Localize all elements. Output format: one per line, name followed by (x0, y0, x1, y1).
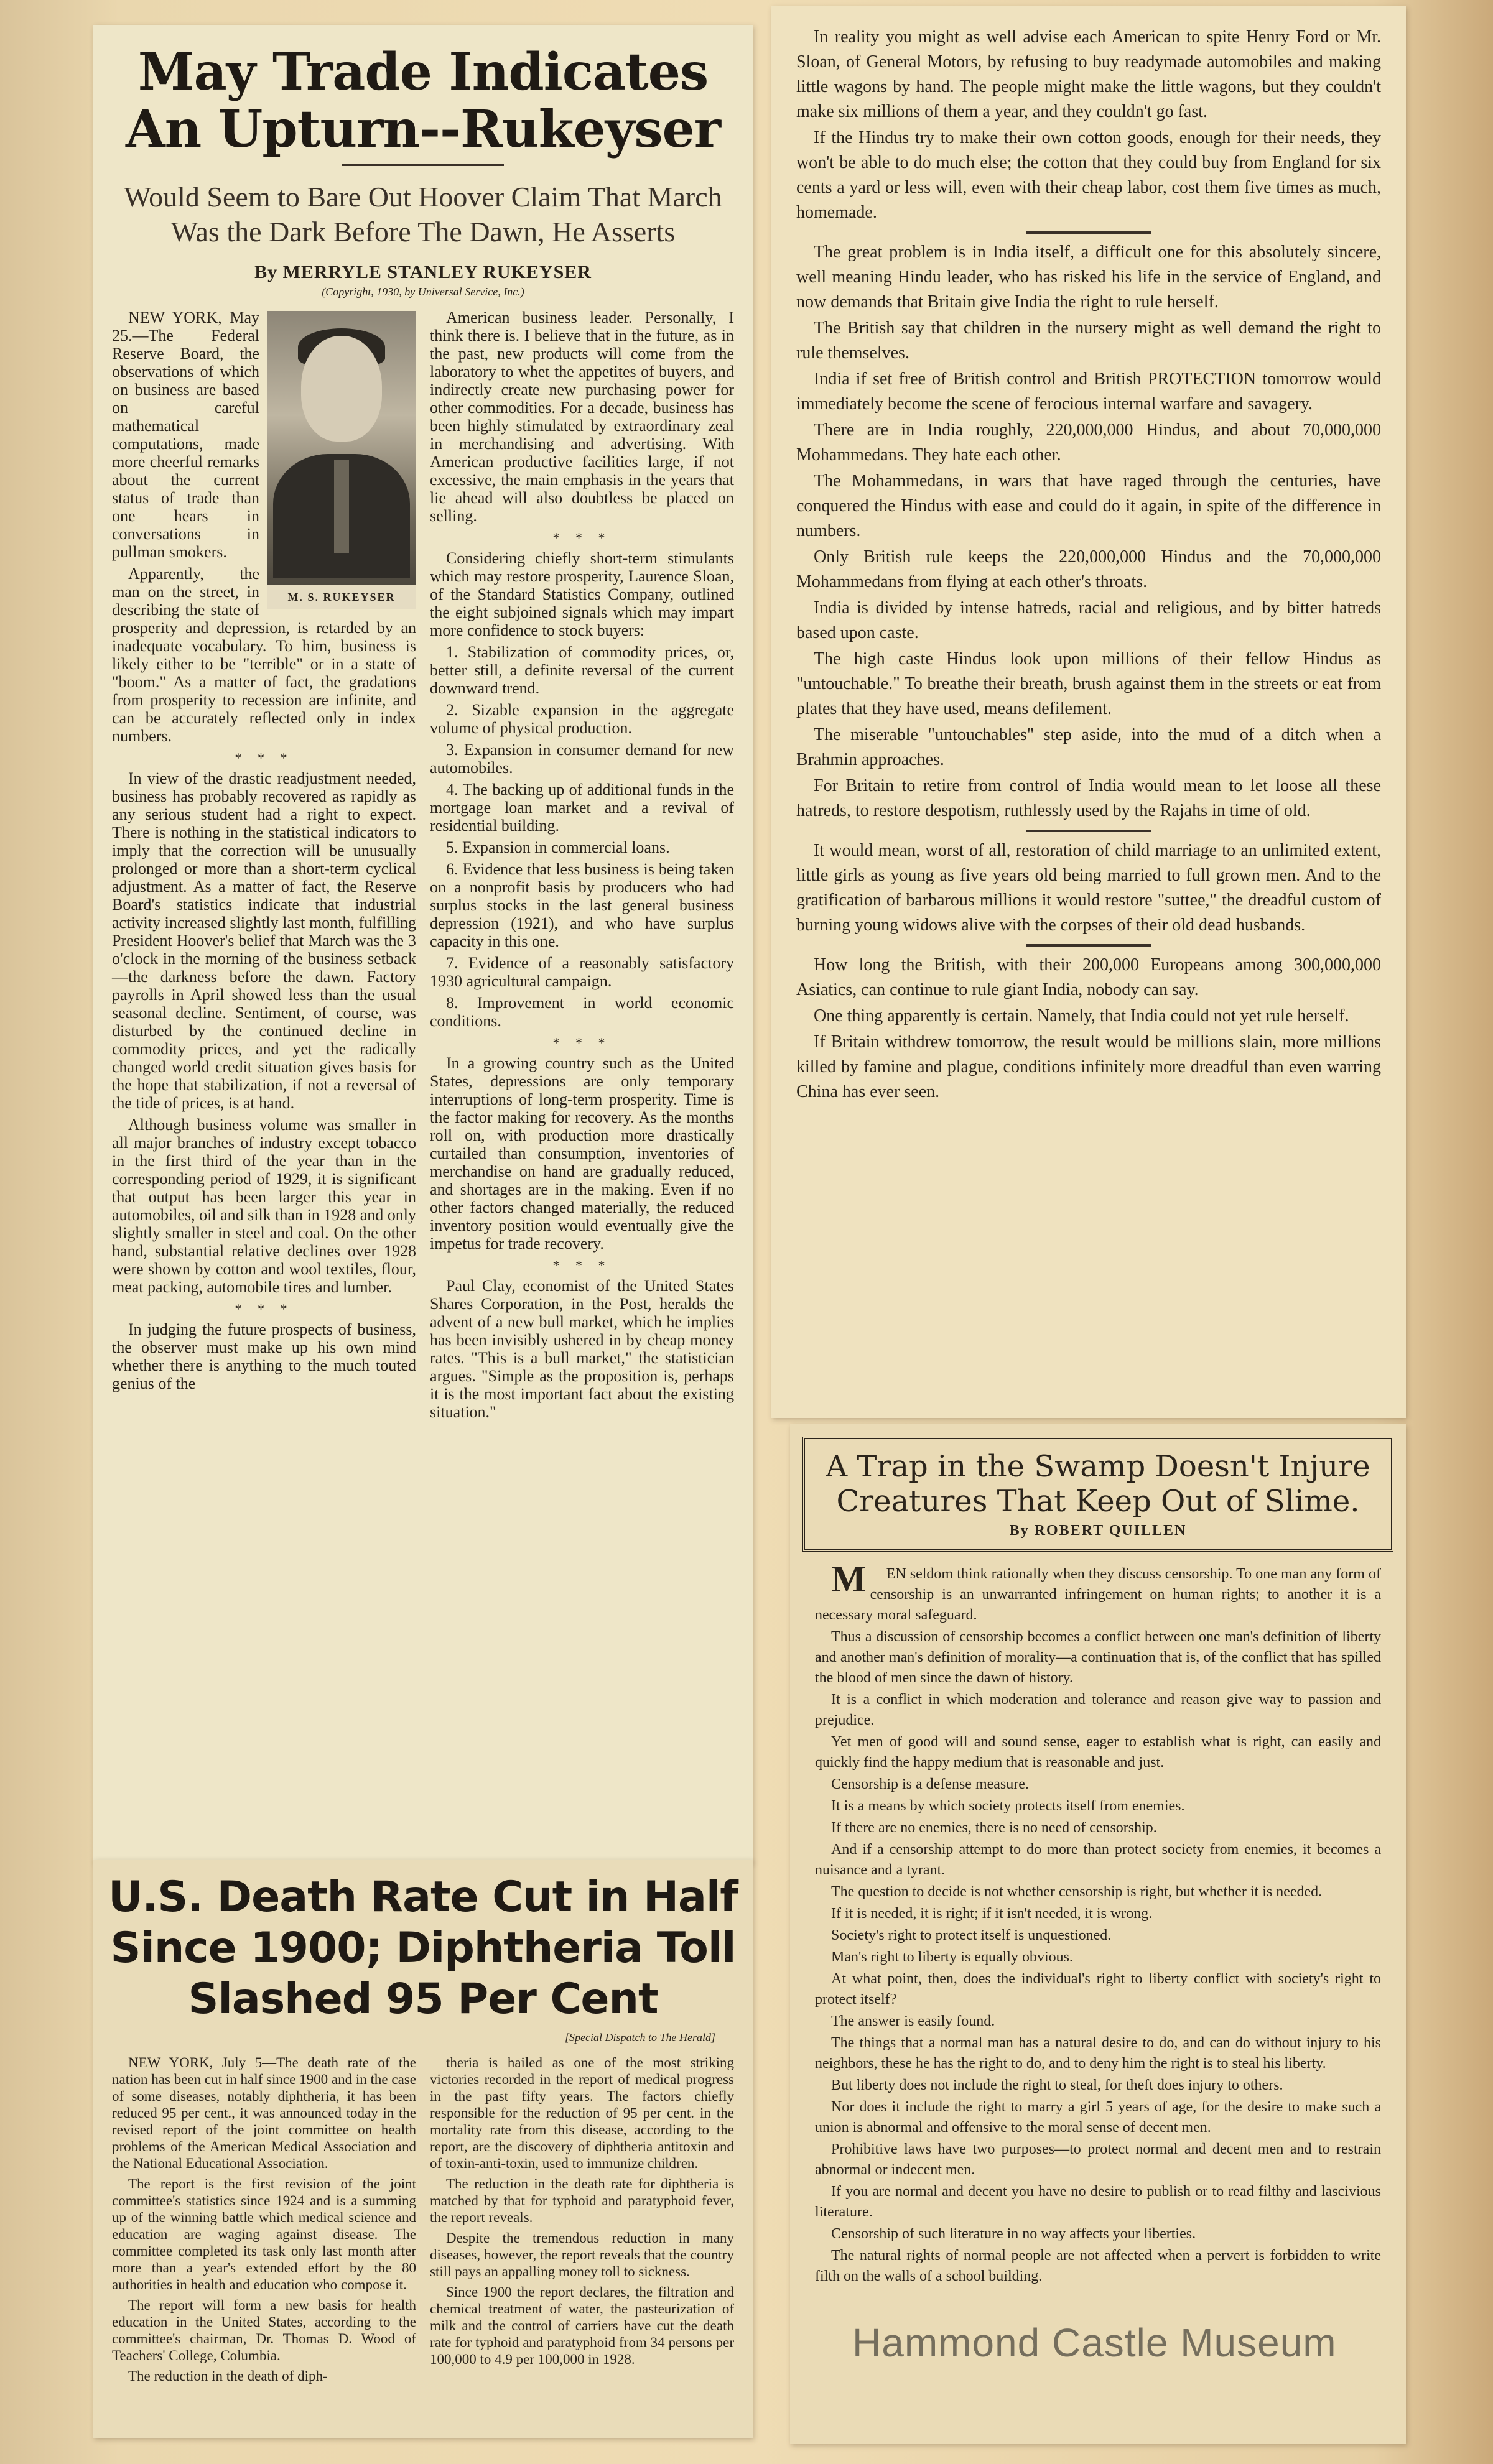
trap-paragraph: If you are normal and decent you have no desire to publish or to read filthy and lascivious literature. (815, 2184, 1381, 2220)
signal-item: 5. Expansion in commercial loans. (446, 838, 670, 856)
trap-paragraph: The answer is easily found. (831, 2013, 995, 2029)
rukeyser-col-1 (112, 308, 416, 1425)
death-paragraph: NEW YORK, July 5—The death rate of the nation has been cut in half since 1900 and in the case of some diseases, notably diphtheria, it has been reduced 95 per cent., it was announced today in the revised report of the joint committee on health problems of the American Medical Association and the National Educational Association. (112, 2055, 416, 2171)
trap-paragraph: Prohibitive laws have two purposes—to protect normal and decent men and to restrain abnormal or indecent men. (815, 2141, 1381, 2178)
trap-paragraph: Thus a discussion of censorship becomes a conflict between one man's definition of liberty and another man's definition of morality—a continuation that is, of the conflict that has spilled the blood of men since the dawn of history. (815, 1629, 1381, 1686)
signal-item: 4. The backing up of additional funds in the mortgage loan market and a revival of residential building. (430, 780, 734, 835)
rukeyser-byline: By MERRYLE STANLEY RUKEYSER (254, 262, 592, 282)
india-paragraph: The Mohammedans, in wars that have raged through the centuries, have conquered the Hindus with ease and could do it again, in spite of the difference in numbers. (796, 471, 1381, 540)
death-paragraph: theria is hailed as one of the most striking victories recorded in the report of medical progress in the past fifty years. The factors chiefly responsible for the reduction of 95 per cent. in the mortality rate from this disease, according to the report, are the discovery of diphtheria antitoxin and of toxin-anti-toxin, used to immunize children. (430, 2055, 734, 2171)
trap-paragraph: The natural rights of normal people are not affected when a pervert is forbidden to write filth on the walls of a school building. (815, 2248, 1381, 2284)
india-paragraph: India if set free of British control and British PROTECTION tomorrow would immediately become the scene of ferocious internal warfare and savagery. (796, 369, 1381, 414)
rukeyser-paragraph: In judging the future prospects of business, the observer must make up his own mind whether there is anything to the much touted genius of the (112, 1320, 416, 1392)
section-rule (1026, 830, 1151, 832)
section-divider: * * * (235, 750, 294, 766)
section-divider: * * * (552, 1257, 612, 1273)
rukeyser-paragraph: In a growing country such as the United States, depressions are only temporary interruptions of long-term prosperity. Time is the factor making for recovery. As the months roll on, with production more drastically curtailed than consumption, inventories of merchandise on hand are gradually reduced, and shortages are in the making. Even if no other factors changed materially, the reduced inventory position would eventually give the impetus for trade recovery. (430, 1054, 734, 1253)
india-clipping (771, 6, 1406, 1418)
signal-item: 7. Evidence of a reasonably satisfactory 1930 agricultural campaign. (430, 954, 734, 990)
trap-paragraph: If there are no enemies, there is no need of censorship. (831, 1820, 1157, 1836)
trap-paragraph: Yet men of good will and sound sense, eager to establish what is right, can easily and quickly find the happy medium that is reasonable and just. (815, 1734, 1381, 1771)
india-paragraph: It would mean, worst of all, restoration of child marriage to an unlimited extent, little girls as young as five years old being married to full grown men. And to the gratification of barbarous millions it would restore "suttee," the dreadful custom of burning young widows alive with the corpses of their old dead husbands. (796, 841, 1381, 935)
india-paragraph: If the Hindus try to make their own cotton goods, enough for their needs, they won't be able to do much else; the cotton that they could buy from England for six cents a yard or less will, even with their cheap labor, cost them five times as much, homemade. (796, 128, 1381, 222)
portrait-caption: M. S. RUKEYSER (267, 585, 416, 609)
trap-header-box (802, 1437, 1393, 1552)
india-paragraph: India is divided by intense hatreds, racial and religious, and by bitter hatreds based upon caste. (796, 598, 1381, 642)
signal-item: 3. Expansion in consumer demand for new automobiles. (430, 741, 734, 777)
india-paragraph: In reality you might as well advise each American to spite Henry Ford or Mr. Sloan, of General Motors, by refusing to buy readymade automobiles and making little wagons by hand. The people might make the little wagons, but they couldn't make six millions of them a year, and they couldn't go fast. (796, 27, 1381, 121)
rukeyser-deck: Would Seem to Bare Out Hoover Claim That March Was the Dark Before The Dawn, He Asserts (124, 181, 722, 248)
rukeyser-paragraph: Apparently, the man on the street, in describing the state of prosperity and depression, is retarded by an inadequate vocabulary. To him, business is likely either to be "terrible" or in a state of "boom." As a matter of fact, the gradations from prosperity to recession are infinite, and can be accurately reflected only in index numbers. (112, 565, 416, 745)
trap-byline: By ROBERT QUILLEN (1009, 1522, 1187, 1539)
headline-rule (342, 164, 504, 166)
india-paragraph: For Britain to retire from control of India would mean to let loose all these hatreds, to restore despotism, ruthlessly used by the Rajahs in time of old. (796, 776, 1381, 820)
rukeyser-paragraph: Considering chiefly short-term stimulants which may restore prosperity, Laurence Sloan, of the Standard Statistics Company, outlined the eight subjoined signals which may impart more confidence to stock buyers: (430, 549, 734, 639)
trap-paragraph: And if a censorship attempt to do more than protect society from enemies, it becomes a nuisance and a tyrant. (815, 1841, 1381, 1878)
death-col-1 (112, 2054, 416, 2388)
death-paragraph: Despite the tremendous reduction in many diseases, however, the report reveals that the country still pays an appalling money toll to sickness. (430, 2230, 734, 2279)
section-divider: * * * (235, 1301, 294, 1317)
dispatch-line: [Special Dispatch to The Herald] (565, 2031, 715, 2044)
trap-paragraph: But liberty does not include the right to steal, for theft does injury to others. (831, 2077, 1283, 2093)
rukeyser-columns (93, 299, 753, 1425)
rukeyser-paragraph: Paul Clay, economist of the United States Shares Corporation, in the Post, heralds the advent of a new bull market, which he implies has been invisibly ushered in by cheap money rates. "This is a bull market," the statistician argues. "Simple as the proposition is, perhaps it is the most important fact about the existing situation." (430, 1277, 734, 1421)
india-paragraph: There are in India roughly, 220,000,000 Hindus, and about 70,000,000 Mohammedans. They hate each other. (796, 420, 1381, 465)
india-paragraph: One thing apparently is certain. Namely, that India could not yet rule herself. (814, 1006, 1349, 1026)
india-paragraph: Only British rule keeps the 220,000,000 Hindus and the 70,000,000 Mohammedans from flying at each other's throats. (796, 547, 1381, 591)
signal-item: 1. Stabilization of commodity prices, or, better still, a definite reversal of the current downward trend. (430, 643, 734, 697)
rukeyser-col-2 (430, 308, 734, 1425)
rukeyser-paragraph: In view of the drastic readjustment needed, business has probably recovered as rapidly as any serious student had a right to expect. There is nothing in the statistical indicators to imply that the correction will be unusually prolonged or more than a short-term cyclical adjustment. As a matter of fact, the Reserve Board's statistics indicate that industrial activity increased slightly last month, fulfilling President Hoover's belief that March was the 3 o'clock in the morning of the business setback—the darkness before the dawn. Factory payrolls in April showed less than the usual seasonal decline. Sentiment, of course, was disturbed by the continued decline in commodity prices, and yet the radically changed world credit situation gives basis for the hope that stabilization, if not a reversal of the tide of prices, is at hand. (112, 769, 416, 1112)
section-rule (1026, 944, 1151, 947)
trap-paragraph: It is a means by which society protects itself from enemies. (831, 1798, 1185, 1814)
trap-paragraph: Censorship of such literature in no way affects your liberties. (831, 2226, 1196, 2242)
death-paragraph: The report will form a new basis for health education in the United States, according to the committee's chairman, Dr. Thomas D. Wood of Teachers' College, Columbia. (112, 2297, 416, 2363)
death-col-2 (430, 2054, 734, 2388)
trap-clipping (790, 1424, 1406, 2444)
rukeyser-copyright: (Copyright, 1930, by Universal Service, Inc.) (322, 285, 524, 298)
trap-paragraph: Nor does it include the right to marry a girl 5 years of age, for the desire to make such a union is abnormal and offensive to the moral sense of decent men. (815, 2099, 1381, 2136)
signal-item: 2. Sizable expansion in the aggregate volume of physical production. (430, 701, 734, 737)
trap-paragraph: The question to decide is not whether censorship is right, but whether it is needed. (831, 1884, 1323, 1900)
rukeyser-paragraph: NEW YORK, May 25.—The Federal Reserve Board, the observations of which on business are based on careful mathematical computations, made more cheerful remarks about the current status of trade than one hears in conversations in pullman smokers. (112, 308, 259, 561)
india-paragraph: The great problem is in India itself, a difficult one for this absolutely sincere, well meaning Hindu leader, who has risked his life in the service of England, and now demands that Britain give India the right to rule herself. (796, 243, 1381, 312)
death-paragraph: Since 1900 the report declares, the filtration and chemical treatment of water, the pasteurization of milk and the control of carriers have cut the death rate for typhoid and paratyphoid from 34 persons per 100,000 to 4.9 per 100,000 in 1928. (430, 2284, 734, 2367)
india-paragraph: The high caste Hindus look upon millions of their fellow Hindus as "untouchable." To breathe their breath, brush against them in the streets or eat from plates that they have used, means defilement. (796, 649, 1381, 718)
rukeyser-portrait (267, 311, 416, 609)
death-paragraph: The reduction in the death rate for diphtheria is matched by that for typhoid and paratyphoid fever, the report reveals. (430, 2176, 734, 2225)
trap-body (790, 1558, 1406, 2294)
trap-paragraph: The things that a normal man has a natural desire to do, and can do without injury to his neighbors, these he has the right to do, and to deny him the right is to steal his liberty. (815, 2035, 1381, 2072)
section-divider: * * * (552, 530, 612, 545)
rukeyser-paragraph: American business leader. Personally, I think there is. I believe that in the future, as in the past, new products will come from the laboratory to whet the appetites of buyers, and indirectly create new purchasing power for other commodities. For a decade, business has been highly stimulated by extraordinary zeal in merchandising and advertising. With American productive facilities large, if not excessive, the main emphasis in the years that lie ahead will also doubtless be placed on selling. (430, 308, 734, 525)
trap-paragraph: It is a conflict in which moderation and tolerance and reason give way to passion and prejudice. (815, 1692, 1381, 1728)
trap-headline: A Trap in the Swamp Doesn't Injure Creatures That Keep Out of Slime. (826, 1449, 1370, 1519)
section-rule (1026, 231, 1151, 234)
india-paragraph: How long the British, with their 200,000 Europeans among 300,000,000 Asiatics, can continue to rule giant India, nobody can say. (796, 955, 1381, 999)
signal-item: 6. Evidence that less business is being taken on a nonprofit basis by producers who had surplus stocks in the last general business depression (1921), and who have surplus capacity in this one. (430, 860, 734, 950)
museum-watermark: Hammond Castle Museum (852, 2320, 1337, 2365)
trap-paragraph: Man's right to liberty is equally obvious. (831, 1949, 1073, 1965)
india-paragraph: The miserable "untouchables" step aside, into the mud of a ditch when a Brahmin approaches. (796, 725, 1381, 769)
trap-paragraph: At what point, then, does the individual's right to liberty conflict with society's right to protect itself? (815, 1971, 1381, 2008)
death-paragraph: The reduction in the death of diph- (128, 2368, 328, 2384)
section-divider: * * * (552, 1035, 612, 1050)
death-rate-clipping (93, 1860, 753, 2438)
india-body (771, 6, 1406, 1124)
death-rate-headline: U.S. Death Rate Cut in Half Since 1900; Diphtheria Toll Slashed 95 Per Cent (108, 1873, 738, 2024)
rukeyser-headline: May Trade Indicates An Upturn--Rukeyser (126, 42, 720, 159)
trap-paragraph: Society's right to protect itself is unquestioned. (831, 1927, 1112, 1943)
rukeyser-paragraph: Although business volume was smaller in all major branches of industry except tobacco in the first third of the year than in the corresponding period of 1929, it is significant that output has been larger this year in automobiles, oil and silk than in 1928 and only slightly smaller in steel and coal. On the other hand, substantial relative declines over 1928 were shown by cotton and wool textiles, flour, meat packing, automobile tires and lumber. (112, 1116, 416, 1296)
india-paragraph: The British say that children in the nursery might as well demand the right to rule themselves. (796, 318, 1381, 363)
trap-paragraph: If it is needed, it is right; if it isn't needed, it is wrong. (831, 1906, 1153, 1922)
trap-paragraph: Censorship is a defense measure. (831, 1776, 1029, 1792)
death-paragraph: The report is the first revision of the joint committee's statistics since 1924 and is a summing up of the winning battle which medical science and education are waging against disease. The committee completed its task only last month after more than a year's extended effort by the 80 authorities in health and education who compose it. (112, 2176, 416, 2292)
death-rate-columns (93, 2044, 753, 2388)
rukeyser-clipping (93, 25, 753, 1863)
signal-item: 8. Improvement in world economic conditions. (430, 994, 734, 1030)
india-paragraph: If Britain withdrew tomorrow, the result would be millions slain, more millions killed by famine and plague, conditions infinitely more dreadful than even warring China has ever seen. (796, 1032, 1381, 1101)
trap-paragraph: MEN seldom think rationally when they discuss censorship. To one man any form of censorship is an unwarranted infringement on human rights; to another it is a necessary moral safeguard. (815, 1559, 1381, 1623)
